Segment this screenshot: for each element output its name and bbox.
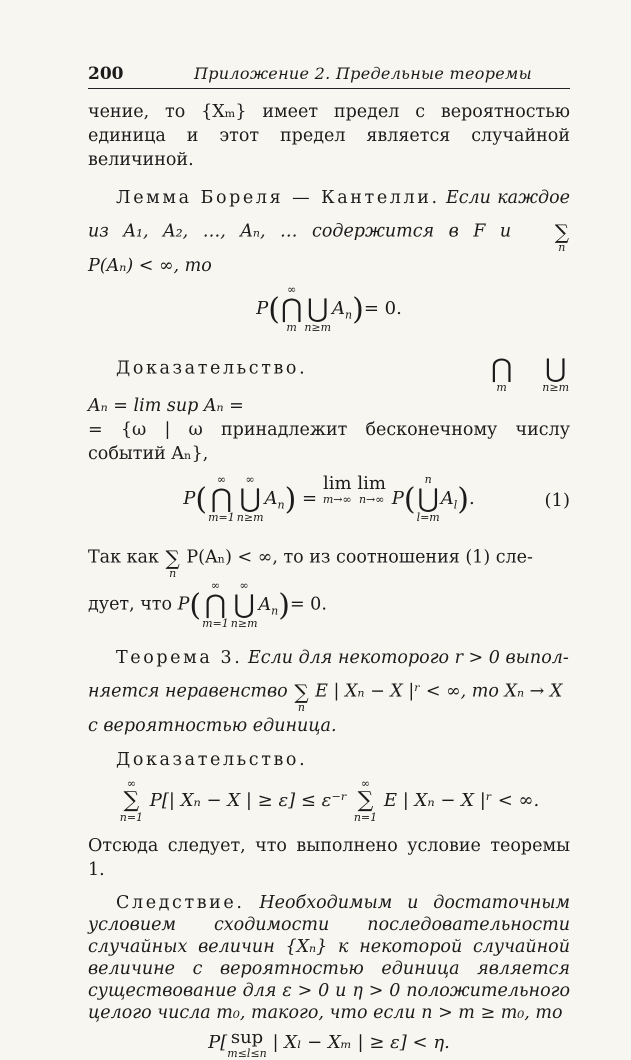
limit-operator: lim n→∞ (357, 473, 386, 506)
lemma-formula: P( ∞ ⋂ m ⋃ n≥m $A_n)= 0$. (256, 283, 402, 334)
page-number: 200 (88, 64, 124, 84)
union-operator: n ⋃ l=m (416, 473, 440, 524)
proof-1-line-2: = {ω | ω принадлежит бесконечному числу событий Aₙ}, (88, 420, 570, 464)
theorem-label: Теорема 3. (116, 648, 243, 668)
sum-operator: ∑ n (294, 680, 309, 714)
lemma-statement (88, 186, 570, 278)
corollary (88, 892, 570, 1024)
union-operator: ⋃ n≥m (542, 354, 569, 394)
page-body (88, 100, 570, 1060)
intersection-operator: ∞ ⋂ m=1 (208, 473, 235, 524)
sum-operator: ∞ ∑ n=1 (119, 777, 144, 824)
proof-1-rhs: Aₙ = lim sup Aₙ = (88, 396, 244, 416)
equation-number: (1) (544, 490, 570, 511)
intersection-operator: ∞ ⋂ m (280, 283, 303, 334)
corollary-formula-b: | Xₗ − Xₘ | ≥ ε] < η. (272, 1032, 450, 1053)
lemma-text-b: A₁, A₂, …, Aₙ, … содержится в F и (123, 221, 512, 242)
proof-2-formula (88, 778, 570, 824)
para2-d: = 0. (289, 594, 327, 615)
union-operator: ∞ ⋃ n≥m (236, 473, 264, 524)
sum-operator: ∑ n (165, 546, 180, 580)
lemma-text-a: Если каждое из (88, 188, 570, 242)
proof-2-formula-b: E | Xₙ − X |ʳ < ∞. (383, 790, 540, 811)
sum-operator: ∑ n (554, 220, 569, 254)
theorem-text-d: с вероятностью единица. (88, 716, 337, 736)
limit-operator: lim m→∞ (322, 473, 352, 506)
sum-operator: ∞ ∑ n=1 (353, 777, 378, 824)
running-header (88, 60, 570, 89)
intersection-operator: ⋂ m (490, 354, 513, 394)
proof-1 (88, 344, 570, 418)
theorem-3 (88, 646, 570, 670)
theorem-3-line-2 (88, 670, 570, 714)
paragraph-so-as (88, 536, 570, 580)
proof-2 (88, 748, 570, 772)
sup-subscript: m≤l≤n (227, 1046, 267, 1060)
proof-2-label: Доказательство. (116, 750, 308, 770)
corollary-formula-a: P[ (208, 1032, 228, 1053)
sup-word: sup (230, 1027, 264, 1048)
lemma-text-c: P(Aₙ) < ∞, то (88, 256, 212, 276)
lemma-label: Лемма Бореля — Кантелли. (116, 188, 440, 208)
equation-1: P( ∞ ⋂ m=1 ∞ ⋃ n≥m $A_n$) = lim m→∞ lim n→∞ P( n ⋃ l=m $A_l$). (1) (183, 473, 570, 524)
para2-a: Так как (88, 547, 159, 568)
proof-1-label: Доказательство. (116, 358, 308, 379)
corollary-text: Необходимым и достаточным условием сходимости последовательности случайных величин {Xₙ} к некоторой случайной величине с вероятностью единица является существование для ε > 0 и η > 0 положительного целого числа m₀, такого, что если n > m ≥ m₀, то (88, 893, 570, 1023)
theorem-text-a: Если для некоторого r > 0 выпол- (248, 648, 569, 668)
paragraph-continuation: чение, то {Xₘ} имеет предел с вероятностью единица и этот предел является случайной величиной. (88, 102, 570, 170)
sup-operator (227, 1028, 266, 1060)
corollary-label: Следствие. (116, 893, 245, 913)
proof-2-formula-a: P[| Xₙ − X | ≥ ε] ≤ ε⁻ʳ (149, 790, 348, 811)
lemma-formula-rhs: = 0. (363, 298, 402, 319)
union-operator: ⋃ n≥m (304, 294, 332, 334)
theorem-text-c: E | Xₙ − X |ʳ < ∞, то Xₙ → X (315, 681, 563, 702)
para2-b: P(Aₙ) < ∞, то из соотношения (1) сле- (186, 547, 533, 568)
para2-c: дует, что (88, 594, 173, 615)
paragraph-hence: Отсюда следует, что выполнено условие теоремы 1. (88, 836, 570, 880)
union-operator: ∞ ⋃ n≥m (230, 579, 258, 630)
theorem-text-b: няется неравенство (88, 681, 288, 702)
running-head-title: Приложение 2. Предельные теоремы (194, 64, 532, 83)
corollary-formula (88, 1028, 570, 1060)
paragraph-so-as-line-2: дует, что P( ∞ ⋂ m=1 ∞ ⋃ n≥m $A_n)= 0$. (88, 579, 327, 630)
intersection-operator: ∞ ⋂ m=1 (202, 579, 229, 630)
